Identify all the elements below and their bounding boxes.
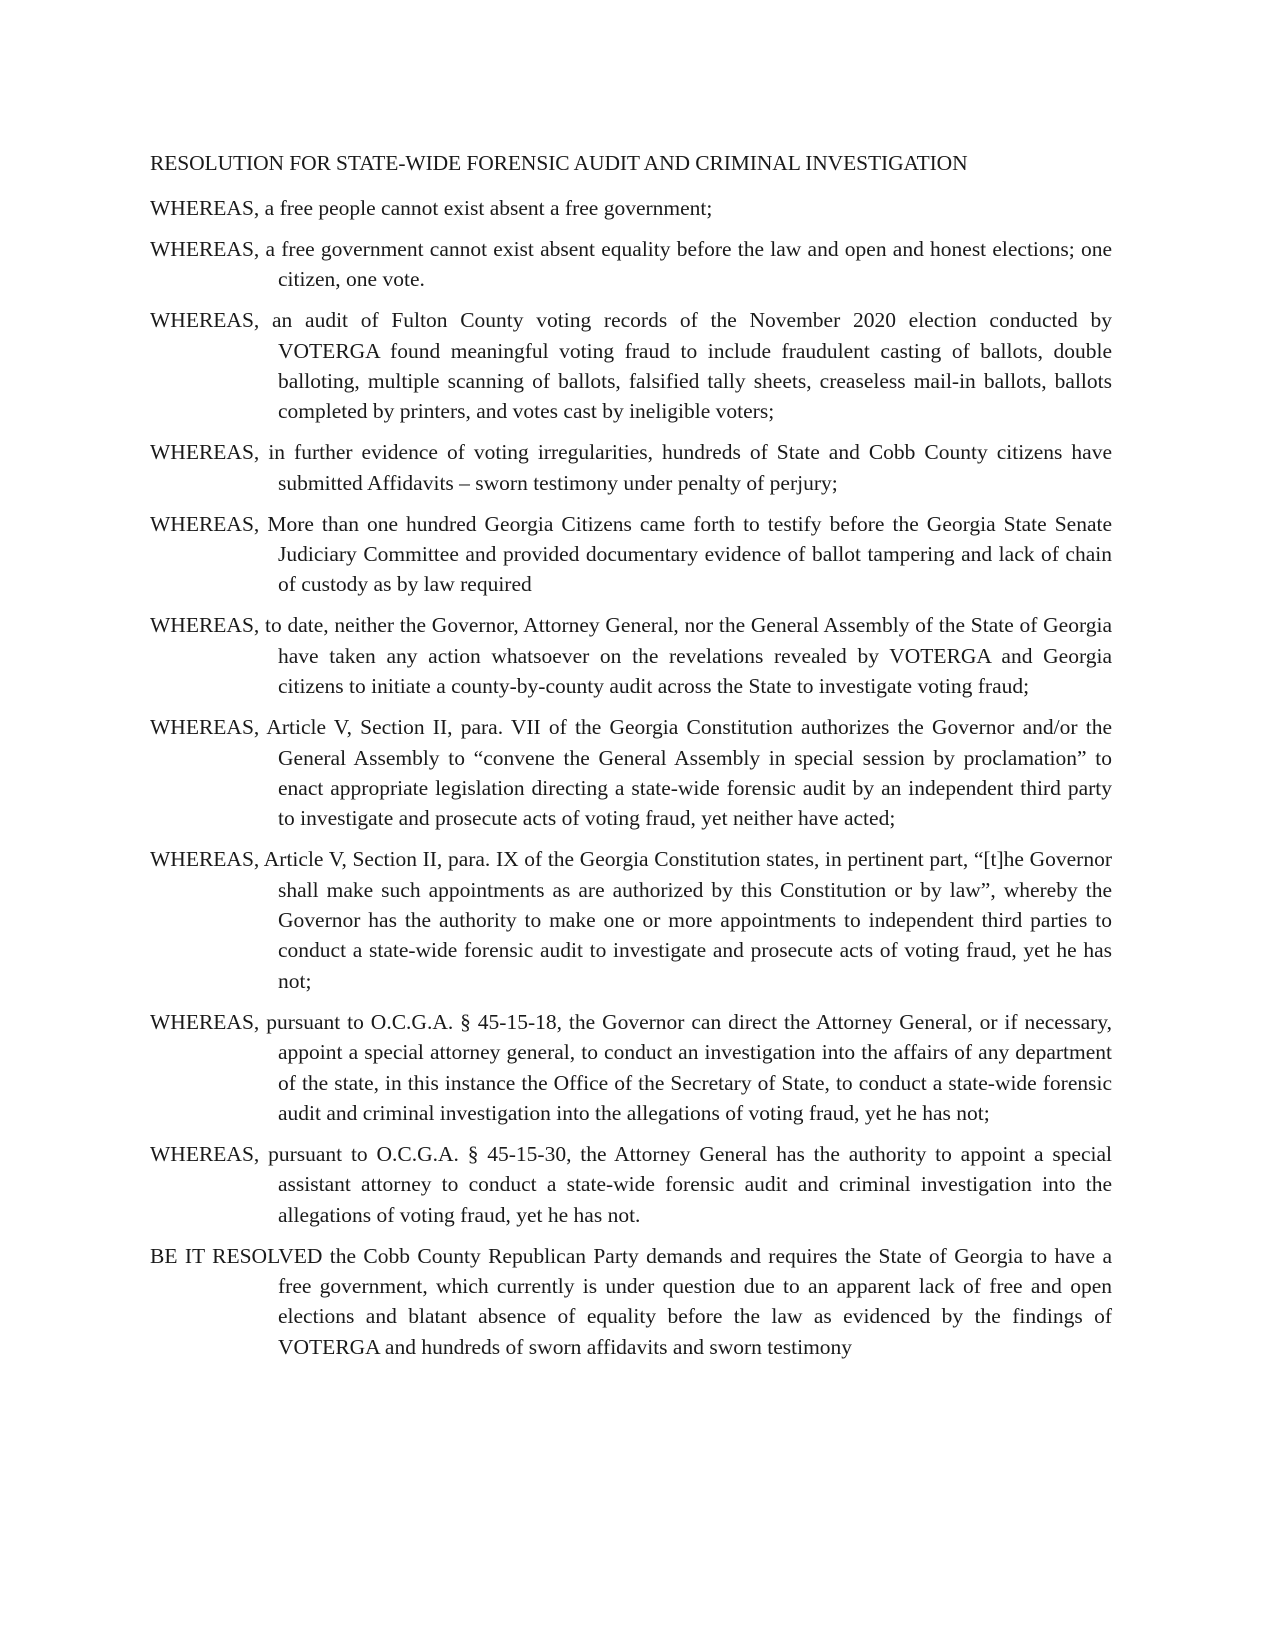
clause-text: in further evidence of voting irregularities, hundreds of State and Cobb County citizens have submitted Affidavits – sworn testimony under penalty of perjury;	[268, 440, 1113, 495]
clause-text: a free people cannot exist absent a free government;	[264, 196, 713, 220]
clause-lead: WHEREAS,	[150, 196, 260, 220]
clause-text: to date, neither the Governor, Attorney General, nor the General Assembly of the State of Georgia have taken any action whatsoever on the revelations revealed by VOTERGA and Georgia citizens to initiate a county-by-county audit across the State to investigate voting fraud;	[265, 613, 1113, 699]
clause-lead: WHEREAS,	[150, 847, 260, 872]
clause-text: pursuant to O.C.G.A. § 45-15-18, the Governor can direct the Attorney General, or if necessary, appoint a special attorney general, to conduct an investigation into the affairs of any department of the state, in this instance the Office of the Secretary of State, to conduct a state-wide forensic audit and criminal investigation into the allegations of voting fraud, yet he has not;	[266, 1009, 1113, 1125]
clause-lead: WHEREAS,	[150, 715, 260, 740]
clause-lead: WHEREAS,	[150, 1009, 260, 1034]
resolution-clauses	[150, 193, 1112, 1373]
clause-text: a free government cannot exist absent equality before the law and open and honest elections; one citizen, one vote.	[265, 236, 1112, 292]
clause-text: the Cobb County Republican Party demands and requires the State of Georgia to have a free government, which currently is under question due to an apparent lack of free and open elections and blatant absence of equality before the law as evidenced by the findings of VOTERGA and hundreds of sworn affidavits and sworn testimony	[278, 1243, 1112, 1359]
clause-lead: WHEREAS,	[150, 308, 260, 333]
clause-lead: WHEREAS,	[150, 236, 260, 261]
clause-lead: WHEREAS,	[150, 1141, 260, 1166]
clause-lead: WHEREAS,	[150, 511, 260, 536]
whereas-clause	[150, 305, 1112, 427]
clause-text: an audit of Fulton County voting records of the November 2020 election conducted by VOTERGA found meaningful voting fraud to include fraudulent casting of ballots, double balloting, multiple scanning of ballots, falsified tally sheets, creaseless mail-in ballots, ballots completed by printers, and votes cast by ineligible voters;	[272, 308, 1113, 424]
clause-text: Article V, Section II, para. VII of the Georgia Constitution authorizes the Governor and/or the General Assembly to “convene the General Assembly in special session by proclamation” to enact appropriate legislation directing a state-wide forensic audit by an independent third party to investigate and prosecute acts of voting fraud, yet neither have acted;	[266, 715, 1112, 831]
clause-lead: WHEREAS,	[150, 440, 260, 465]
whereas-clause	[150, 844, 1112, 996]
clause-text: More than one hundred Georgia Citizens came forth to testify before the Georgia State Senate Judiciary Committee and provided documentary evidence of ballot tampering and lack of chain of custody as by law required	[267, 511, 1112, 597]
whereas-clause	[150, 1007, 1112, 1129]
clause-text: Article V, Section II, para. IX of the Georgia Constitution states, in pertinent part, “[t]he Governor shall make such appointments as are authorized by this Constitution or by law”, whereby the Governor has the authority to make one or more appointments to independent third parties to conduct a state-wide forensic audit to investigate and prosecute acts of voting fraud, yet he has not;	[263, 847, 1112, 993]
clause-lead: BE IT RESOLVED	[150, 1243, 323, 1268]
whereas-clause	[150, 234, 1112, 295]
whereas-clause	[150, 509, 1112, 600]
whereas-clause	[150, 437, 1112, 498]
resolved-clause	[150, 1241, 1112, 1363]
clause-text: pursuant to O.C.G.A. § 45-15-30, the Attorney General has the authority to appoint a special assistant attorney to conduct a state-wide forensic audit and criminal investigation into the allegations of voting fraud, yet he has not.	[268, 1141, 1113, 1227]
whereas-clause	[150, 610, 1112, 701]
whereas-clause	[150, 1139, 1112, 1230]
whereas-clause	[150, 712, 1112, 834]
clause-lead: WHEREAS,	[150, 613, 260, 638]
document-title: RESOLUTION FOR STATE-WIDE FORENSIC AUDIT AND CRIMINAL INVESTIGATION	[150, 151, 968, 175]
whereas-clause	[150, 193, 1112, 223]
